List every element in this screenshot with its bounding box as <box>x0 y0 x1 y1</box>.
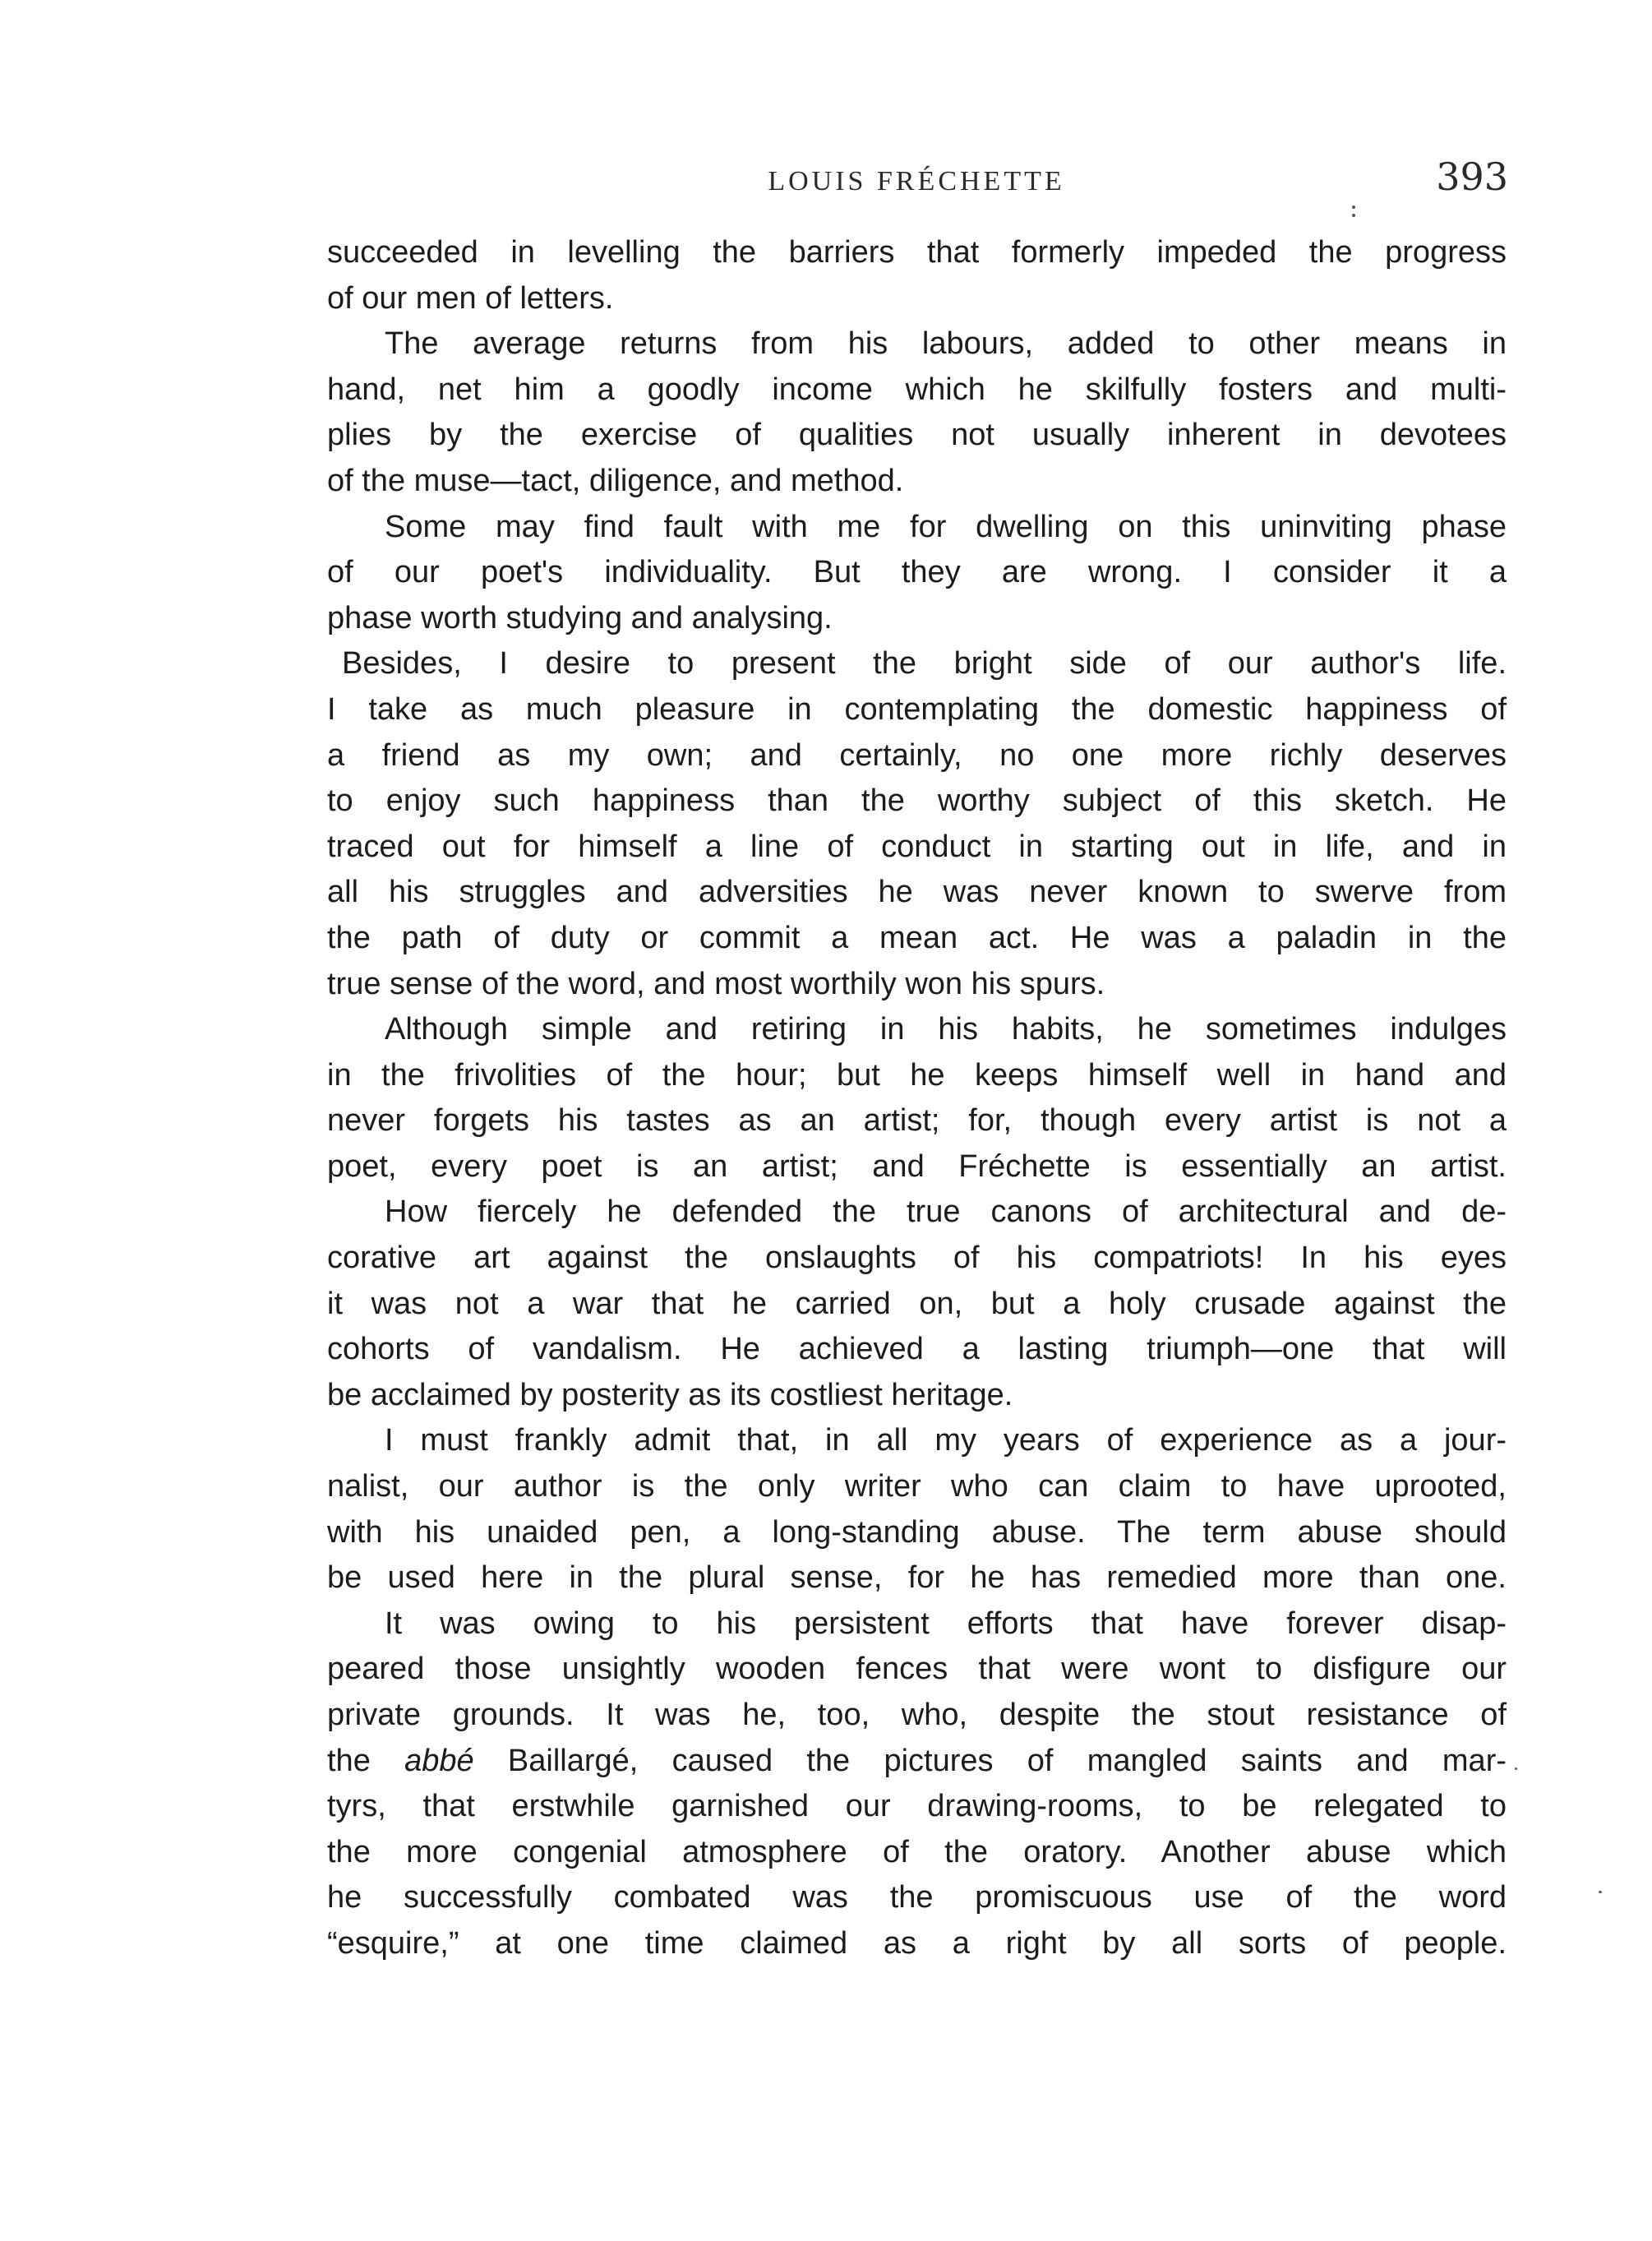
text-line: a friend as my own; and certainly, no one more richly deserves <box>327 737 1507 773</box>
text-line: it was not a war that he carried on, but a holy crusade against the <box>327 1286 1507 1321</box>
page-number: 393 <box>1436 155 1508 199</box>
text-line: true sense of the word, and most worthily won his spurs. <box>327 966 1105 1001</box>
text-line: of our poet's individuality. But they are wrong. I consider it a <box>327 555 1507 590</box>
text-line: he successfully combated was the promiscuous use of the word <box>327 1880 1507 1915</box>
text-line: to enjoy such happiness than the worthy subject of this sketch. He <box>327 783 1507 819</box>
text-line: plies by the exercise of qualities not usually inherent in devotees <box>327 418 1507 453</box>
text-line: nalist, our author is the only writer who can claim to have uprooted, <box>327 1469 1507 1504</box>
text-line: of the muse—tact, diligence, and method. <box>327 463 904 498</box>
text-line: tyrs, that erstwhile garnished our drawing-rooms, to be relegated to <box>327 1789 1507 1824</box>
text-line: Although simple and retiring in his habits, he sometimes indulges <box>385 1012 1507 1047</box>
body-text <box>327 230 1507 1967</box>
text-line: all his struggles and adversities he was never known to swerve from <box>327 875 1507 910</box>
text-line: corative art against the onslaughts of his compatriots! In his eyes <box>327 1241 1507 1276</box>
text-line: How fiercely he defended the true canons of architectural and de- <box>385 1194 1507 1230</box>
page-header <box>325 155 1508 212</box>
text-line: “esquire,” at one time claimed as a right by all sorts of people. <box>327 1925 1507 1961</box>
text-line: I must frankly admit that, in all my years of experience as a jour- <box>385 1423 1507 1458</box>
text-line <box>327 1739 1507 1785</box>
scan-speck <box>1515 1767 1517 1770</box>
text-line: Besides, I desire to present the bright side of our author's life. <box>342 646 1507 682</box>
scan-speck <box>1352 214 1355 217</box>
text-line: Some may find fault with me for dwelling on this uninviting phase <box>385 509 1507 544</box>
text-line: succeeded in levelling the barriers that formerly impeded the progress <box>327 235 1507 270</box>
text-line: The average returns from his labours, added to other means in <box>385 326 1507 362</box>
text-line: It was owing to his persistent efforts that have forever disap- <box>385 1606 1507 1641</box>
text-line: the path of duty or commit a mean act. He was a paladin in the <box>327 920 1507 955</box>
text-line: never forgets his tastes as an artist; for, though every artist is not a <box>327 1103 1507 1139</box>
text-line: be used here in the plural sense, for he has remedied more than one. <box>327 1560 1507 1596</box>
text-line: in the frivolities of the hour; but he keeps himself well in hand and <box>327 1057 1507 1093</box>
running-title: LOUIS FRÉCHETTE <box>768 166 1065 196</box>
text-line: the more congenial atmosphere of the oratory. Another abuse which <box>327 1834 1507 1869</box>
scan-speck <box>1599 1891 1602 1893</box>
text-line: poet, every poet is an artist; and Fréchette is essentially an artist. <box>327 1148 1507 1184</box>
text-line: peared those unsightly wooden fences that were wont to disfigure our <box>327 1652 1507 1687</box>
text-line: I take as much pleasure in contemplating the domestic happiness of <box>327 691 1507 727</box>
text-segment: Baillargé, caused the pictures of mangled saints and mar- <box>473 1743 1507 1778</box>
text-line: hand, net him a goodly income which he skilfully fosters and multi- <box>327 372 1507 407</box>
text-line: be acclaimed by posterity as its costliest heritage. <box>327 1377 1013 1412</box>
text-line: phase worth studying and analysing. <box>327 600 833 635</box>
italic-word: abbé <box>404 1743 474 1778</box>
text-segment: the <box>327 1743 405 1778</box>
text-line: private grounds. It was he, too, who, despite the stout resistance of <box>327 1698 1507 1732</box>
text-line: of our men of letters. <box>327 280 614 316</box>
scan-speck <box>1352 206 1355 209</box>
text-line: cohorts of vandalism. He achieved a lasting triumph—one that will <box>327 1332 1507 1367</box>
text-line: with his unaided pen, a long-standing abuse. The term abuse should <box>327 1514 1507 1550</box>
text-line: traced out for himself a line of conduct in starting out in life, and in <box>327 829 1507 864</box>
